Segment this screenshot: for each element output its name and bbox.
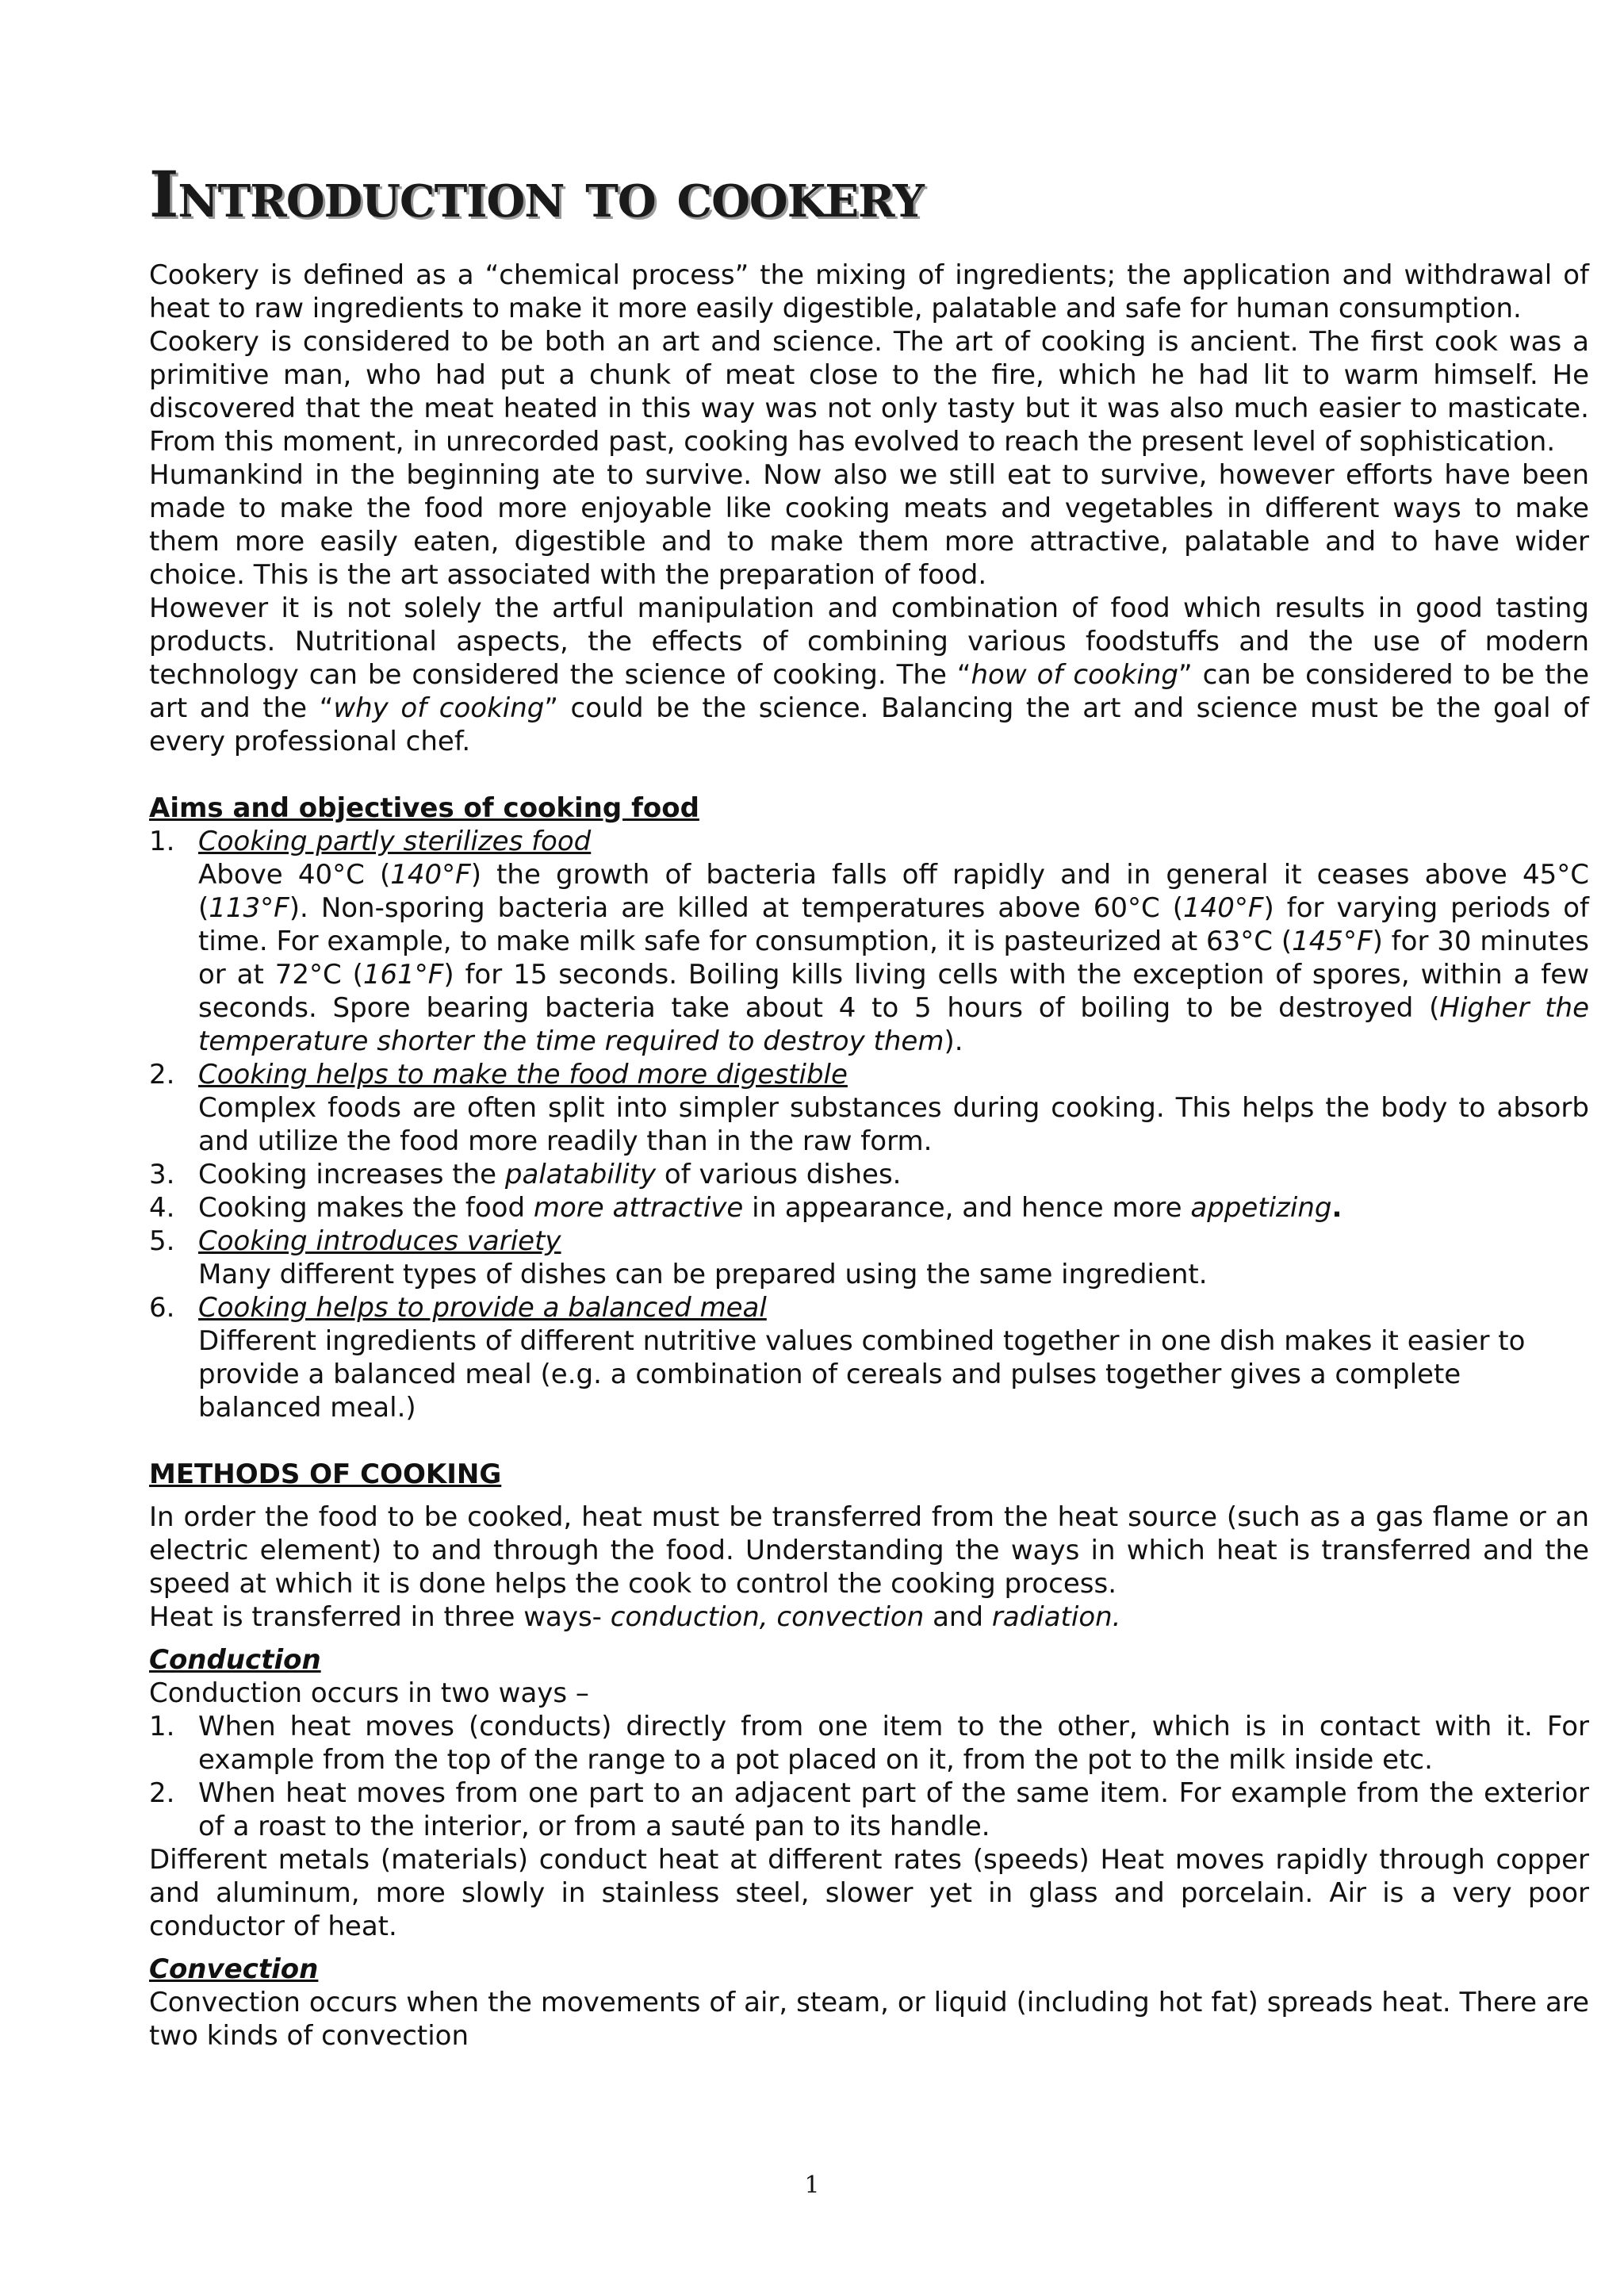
emphasis-note: Higher the temperature shorter the time required to destroy them xyxy=(198,992,1590,1057)
document-body xyxy=(149,259,1589,2053)
conduction-list xyxy=(149,1710,1589,1843)
temperature-f: 140°F xyxy=(390,859,471,891)
list-number: 1. xyxy=(149,1711,175,1742)
conduction-paragraph-2: Different metals (materials) conduct heat at different rates (speeds) Heat moves rapidly through copper and aluminum, more slowly in stainless steel, slower yet in glass and porcelain. Air is a very poor conductor of heat. xyxy=(149,1844,1589,1942)
emphasis-appetizing: appetizing xyxy=(1190,1192,1332,1224)
list-number: 4. xyxy=(149,1192,175,1224)
aims-item-5 xyxy=(149,1225,1589,1291)
intro-paragraph-3: Humankind in the beginning ate to survive. Now also we still eat to survive, however efforts have been made to make the food more enjoyable like cooking meats and vegetables in different ways to make them more easily eaten, digestible and to make them more attractive, palatable and to have wider choice. This is the art associated with the preparation of food. xyxy=(149,459,1589,591)
aims-heading: Aims and objectives of cooking food xyxy=(149,792,699,824)
aims-item-5-body: Many different types of dishes can be prepared using the same ingredient. xyxy=(198,1259,1208,1290)
conduction-item-2 xyxy=(149,1777,1589,1843)
text-span: ) for 30 minutes or at 72°C ( xyxy=(198,926,1590,991)
text-span: of various dishes. xyxy=(656,1159,902,1190)
list-number: 2. xyxy=(149,1059,175,1091)
text-span: in appearance, and hence more xyxy=(743,1192,1191,1224)
text-span: ) for varying periods of time. For example, to make milk safe for consumption, it is pasteurized at 63°C ( xyxy=(198,892,1590,957)
conduction-item-2-text: When heat moves from one part to an adjacent part of the same item. For example from the exterior of a roast to the interior, or from a sauté pan to its handle. xyxy=(198,1777,1589,1842)
aims-list xyxy=(149,825,1589,1424)
page-number: 1 xyxy=(804,2171,820,2199)
temperature-f: 140°F xyxy=(1183,892,1264,924)
intro-paragraph-4 xyxy=(149,592,1589,758)
emphasis-palatability: palatability xyxy=(504,1159,657,1190)
text-span: ) for 15 seconds. Boiling kills living cells with the exception of spores, within a few seconds. Spore bearing bacteria take about 4 to 5 hours of boiling to be destroyed ( xyxy=(198,959,1589,1024)
aims-item-4 xyxy=(149,1191,1589,1225)
text-span: However it is not solely the artful manipulation and combination of food which results in good tasting products. Nutritional aspects, the effects of combining various foodstuffs and the use of modern technology can be considered the science of cooking. The “ xyxy=(149,592,1589,691)
list-number: 3. xyxy=(149,1159,175,1190)
text-span: Cooking increases the xyxy=(198,1159,505,1190)
aims-item-2-title: Cooking helps to make the food more digestible xyxy=(198,1059,848,1091)
conduction-intro: Conduction occurs in two ways – xyxy=(149,1677,589,1709)
emphasis-ways: conduction, convection xyxy=(610,1601,925,1633)
methods-heading: METHODS OF COOKING xyxy=(149,1458,502,1490)
emphasis-radiation: radiation. xyxy=(991,1601,1121,1633)
aims-item-1 xyxy=(149,825,1589,1058)
aims-item-5-title: Cooking introduces variety xyxy=(198,1225,561,1257)
emphasis-more-attractive: more attractive xyxy=(533,1192,744,1224)
aims-item-2-body: Complex foods are often split into simpler substances during cooking. This helps the body to absorb and utilize the food more readily than in the raw form. xyxy=(198,1092,1589,1157)
page-title: Introduction to cookery xyxy=(149,157,924,232)
text-span: Above 40°C ( xyxy=(198,859,391,891)
aims-item-6-body: Different ingredients of different nutritive values combined together in one dish makes it easier to provide a balanced meal (e.g. a combination of cereals and pulses together gives a complete balanced meal.) xyxy=(198,1325,1526,1424)
conduction-item-1 xyxy=(149,1710,1589,1777)
text-span: Cooking makes the food xyxy=(198,1192,534,1224)
convection-paragraph-1: Convection occurs when the movements of air, steam, or liquid (including hot fat) spreads heat. There are two kinds of convection xyxy=(149,1987,1589,2052)
temperature-f: 145°F xyxy=(1292,926,1373,957)
aims-item-1-title: Cooking partly sterilizes food xyxy=(198,826,592,857)
intro-paragraph-1: Cookery is defined as a “chemical process” the mixing of ingredients; the application and withdrawal of heat to raw ingredients to make it more easily digestible, palatable and safe for human consumption. xyxy=(149,259,1589,324)
aims-item-2 xyxy=(149,1058,1589,1158)
conduction-item-1-text: When heat moves (conducts) directly from one item to the other, which is in contact with it. For example from the top of the range to a pot placed on it, from the pot to the milk inside etc. xyxy=(198,1711,1589,1776)
text-span: Heat is transferred in three ways- xyxy=(149,1601,611,1633)
list-number: 2. xyxy=(149,1777,175,1809)
methods-paragraph-2 xyxy=(149,1600,1589,1634)
aims-item-3 xyxy=(149,1158,1589,1191)
conduction-heading: Conduction xyxy=(149,1644,321,1676)
temperature-f: 113°F xyxy=(209,892,289,924)
text-span: ). xyxy=(944,1025,963,1057)
emphasis-why-of-cooking: why of cooking xyxy=(333,692,545,724)
text-span: ) the growth of bacteria falls off rapidly and in general it ceases above 45°C ( xyxy=(198,859,1589,924)
list-number: 6. xyxy=(149,1292,175,1324)
list-number: 1. xyxy=(149,826,175,857)
text-span: ” could be the science. Balancing the art and science must be the goal of every professional chef. xyxy=(149,692,1589,757)
text-span: ” can be considered to be the art and the “ xyxy=(149,659,1589,724)
emphasis-how-of-cooking: how of cooking xyxy=(971,659,1178,691)
aims-item-6-title: Cooking helps to provide a balanced meal xyxy=(198,1292,767,1324)
temperature-f: 161°F xyxy=(362,959,444,991)
text-span: ). Non-sporing bacteria are killed at temperatures above 60°C ( xyxy=(289,892,1183,924)
convection-heading: Convection xyxy=(149,1953,319,1985)
text-span: and xyxy=(924,1601,992,1633)
methods-paragraph-1: In order the food to be cooked, heat must be transferred from the heat source (such as a gas flame or an electric element) to and through the food. Understanding the ways in which heat is transferred and the speed at which it is done helps the cook to control the cooking process. xyxy=(149,1501,1589,1600)
intro-paragraph-2: Cookery is considered to be both an art and science. The art of cooking is ancient. The first cook was a primitive man, who had put a chunk of meat close to the fire, which he had lit to warm himself. He discovered that the meat heated in this way was not only tasty but it was also much easier to masticate. From this moment, in unrecorded past, cooking has evolved to reach the present level of sophistication. xyxy=(149,326,1589,458)
text-span: . xyxy=(1331,1192,1342,1224)
list-number: 5. xyxy=(149,1225,175,1257)
aims-item-6 xyxy=(149,1291,1589,1424)
